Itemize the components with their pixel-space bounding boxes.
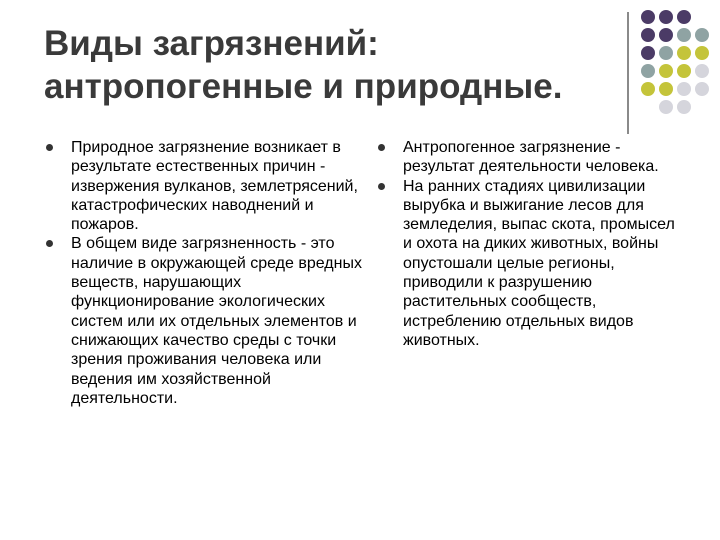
title-line-2: антропогенные и природные. (44, 67, 563, 106)
bullet-list-natural (46, 138, 366, 408)
dot-purple (659, 28, 673, 42)
bullet-item: В общем виде загрязненность - это наличие в окружающей среде вредных веществ, нарушающих функционирование экологических систем или их отдельных элементов и снижающих качество среды с точки зрения проживания человека или ведения им хозяйственной деятельности. (46, 234, 366, 408)
dot-yellow (659, 64, 673, 78)
dot-light (677, 100, 691, 114)
bullet-item: Антропогенное загрязнение - результат деятельности человека. (378, 138, 678, 177)
dot-light (659, 100, 673, 114)
dot-yellow (677, 64, 691, 78)
dot-purple (659, 10, 673, 24)
decorative-divider (627, 12, 629, 134)
dot-yellow (641, 82, 655, 96)
dot-yellow (695, 46, 709, 60)
dot-purple (677, 10, 691, 24)
dot-light (695, 82, 709, 96)
right-column (378, 138, 678, 350)
decorative-dot-grid (641, 10, 720, 120)
dot-teal (659, 46, 673, 60)
dot-teal (677, 28, 691, 42)
dot-teal (641, 64, 655, 78)
dot-purple (641, 10, 655, 24)
dot-yellow (677, 46, 691, 60)
bullet-item: На ранних стадиях цивилизации вырубка и выжигание лесов для земледелия, выпас скота, промысел и охота на диких животных, войны опустошали целые регионы, приводили к разрушению растительных сообществ, истреблению отдельных видов животных. (378, 177, 678, 351)
left-column (46, 138, 366, 408)
dot-teal (695, 28, 709, 42)
bullet-item: Природное загрязнение возникает в результате естественных причин - извержения вулканов, землетрясений, катастрофических наводнений и пожаров. (46, 138, 366, 234)
bullet-list-anthropogenic (378, 138, 678, 350)
dot-light (695, 64, 709, 78)
dot-light (677, 82, 691, 96)
title-line-1: Виды загрязнений: (44, 24, 379, 63)
dot-purple (641, 28, 655, 42)
dot-yellow (659, 82, 673, 96)
slide-title (44, 22, 604, 108)
dot-purple (641, 46, 655, 60)
